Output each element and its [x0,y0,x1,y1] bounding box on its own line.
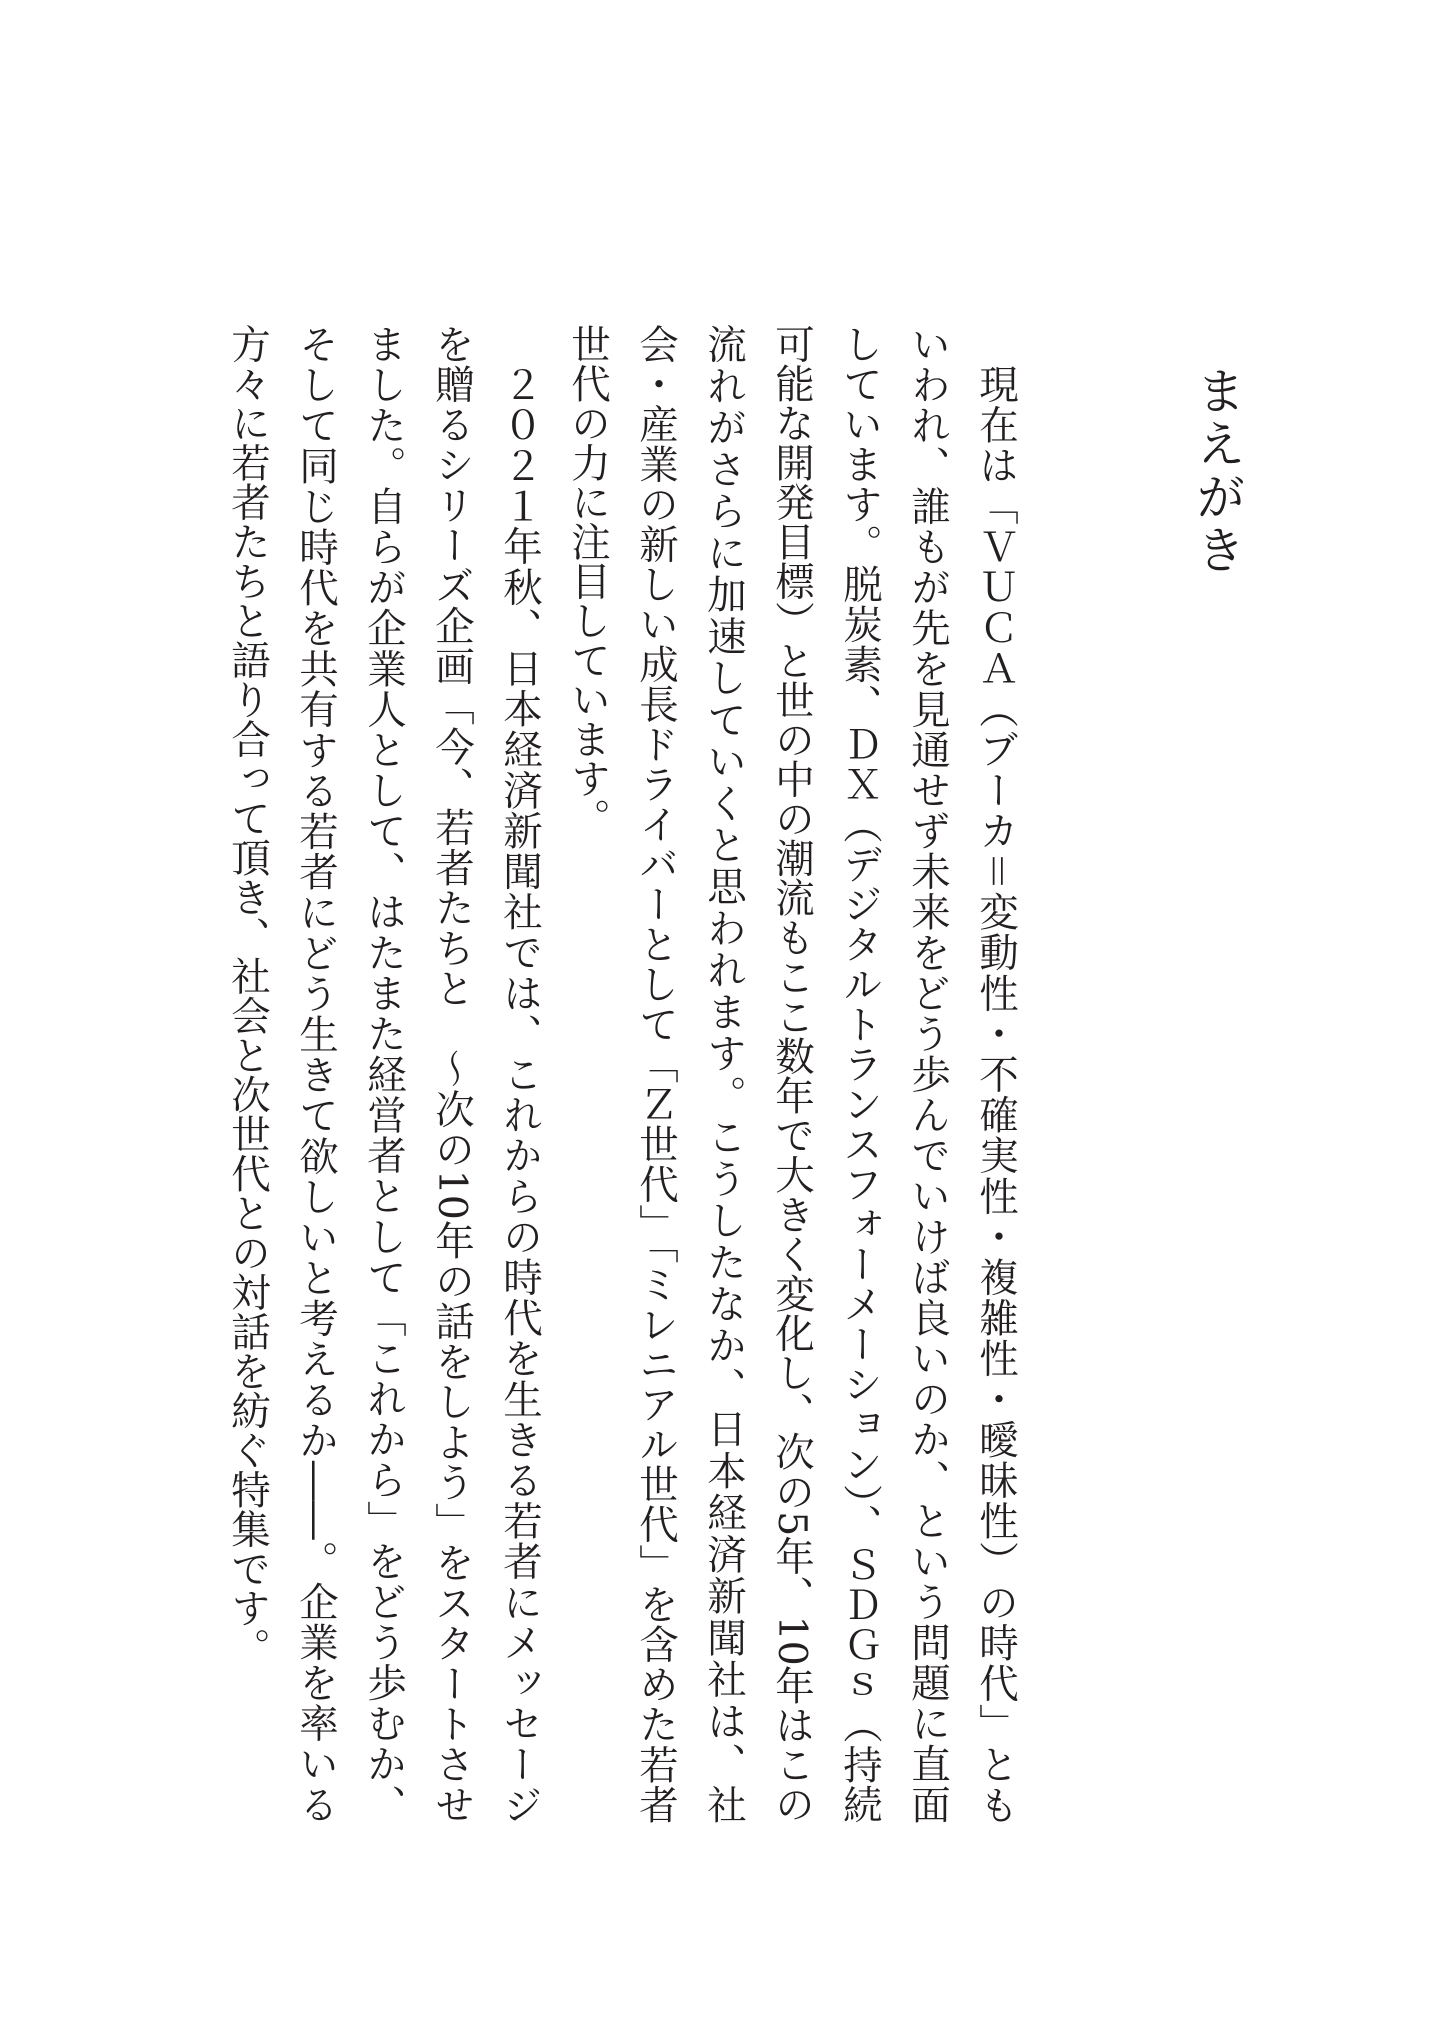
body-text [214,324,1030,1824]
page-title: まえがき [1188,365,1246,577]
paragraph-1: 現在は「ＶＵＣＡ（ブーカ＝変動性・不確実性・複雑性・曖昧性）の時代」ともいわれ、誰もが先を見通せず未来をどう歩んでいけば良いのか、という問題に直面しています。脱炭素、ＤＸ（デジタルトランスフォーメーション）、ＳＤＧｓ（持続可能な開発目標）と世の中の潮流もここ数年で大きく変化し、次の5年、10年はこの流れがさらに加速していくと思われます。こうしたなか、日本経済新聞社は、社会・産業の新しい成長ドライバーとして「Ｚ世代」「ミレニアル世代」を含めた若者世代の力に注目しています。 [565,324,1019,1824]
paragraph-2: ２０２１年秋、日本経済新聞社では、これからの時代を生きる若者にメッセージを贈るシリーズ企画「今、若者たちと ～次の10年の話をしよう」をスタートさせました。自らが企業人として、はたまた経営者として「これから」をどう歩むか、そして同じ時代を共有する若者にどう生きて欲しいと考えるか――。企業を率いる方々に若者たちと語り合って頂き、社会と次世代との対話を紡ぐ特集です。 [225,324,543,1824]
